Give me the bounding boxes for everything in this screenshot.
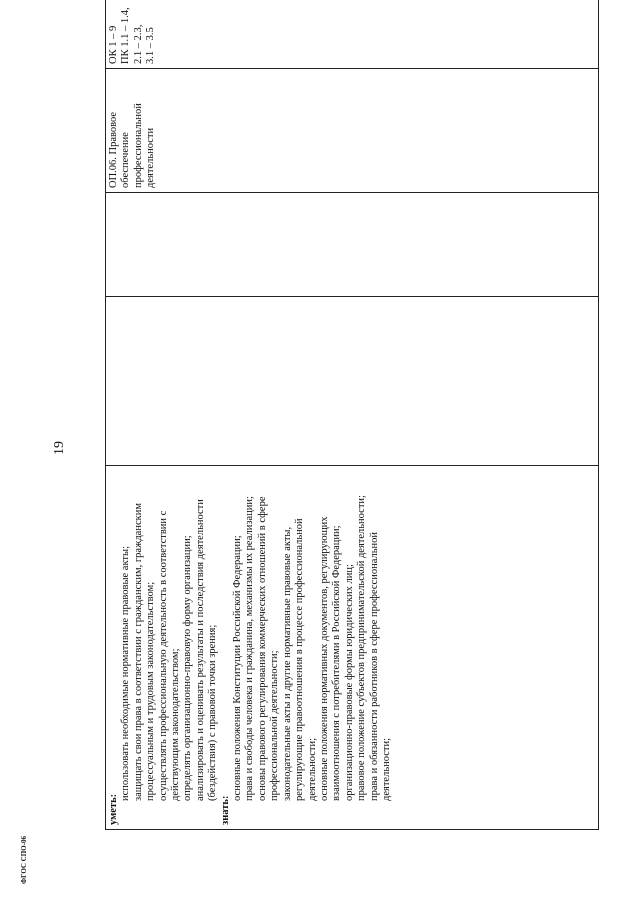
skills-knowledge-cell bbox=[106, 466, 599, 830]
skill-item: анализировать и оценивать результаты и последствия деятельности (бездействия) с правовой точки зрения; bbox=[194, 499, 219, 801]
knowledge-item: правовое положение субъектов предпринимательской деятельности; bbox=[356, 495, 368, 801]
knowledge-heading: знать: bbox=[219, 795, 231, 825]
footer-standard-code: ФГОС СПО-06 bbox=[20, 836, 28, 884]
skill-item: осуществлять профессиональную деятельность в соответствии с действующим законодательством; bbox=[157, 510, 182, 801]
skills-heading: уметь: bbox=[108, 793, 119, 825]
knowledge-item: организационно-правовые формы юридических лиц; bbox=[343, 564, 355, 801]
knowledge-item: основы правового регулирования коммерческих отношений в сфере профессиональной деятельности; bbox=[256, 496, 281, 801]
knowledge-item: основные положения нормативных документов, регулирующих взаимоотношения с потребителями в Российской Федерации; bbox=[318, 516, 343, 801]
knowledge-item: права и обязанности работников в сфере профессиональной деятельности; bbox=[368, 532, 392, 801]
requirements-table-frame bbox=[105, 7, 598, 830]
competency-code: 2.1 – 2.3, bbox=[132, 24, 144, 64]
requirements-table bbox=[105, 0, 599, 830]
skill-item: определять организационно-правовую форму организации; bbox=[182, 535, 194, 801]
knowledge-item: права и свободы человека и гражданина, механизмы их реализации; bbox=[244, 496, 256, 801]
discipline-cell: ОП.06. Правовое обеспечение профессиональной деятельности bbox=[106, 69, 599, 193]
skill-item: защищать свои права в соответствии с гражданским, гражданским процессуальным и трудовым законодательством; bbox=[132, 503, 157, 801]
empty-cell-hours bbox=[106, 297, 599, 466]
page-number: 19 bbox=[52, 441, 67, 455]
knowledge-item: законодательные акты и другие нормативные правовые акты, регулирующие правоотношения в процессе профессиональной деятельности; bbox=[281, 518, 318, 801]
empty-cell-hours-2 bbox=[106, 193, 599, 297]
competency-code: 3.1 – 3.5 bbox=[145, 27, 157, 64]
competency-code: ОК 1 – 9 bbox=[108, 25, 119, 64]
competencies-cell bbox=[106, 0, 599, 69]
skill-item: использовать необходимые нормативные правовые акты; bbox=[120, 546, 132, 801]
competency-code: ПК 1.1 – 1.4, bbox=[120, 7, 132, 64]
knowledge-item: основные положения Конституции Российской Федерации; bbox=[232, 535, 244, 801]
